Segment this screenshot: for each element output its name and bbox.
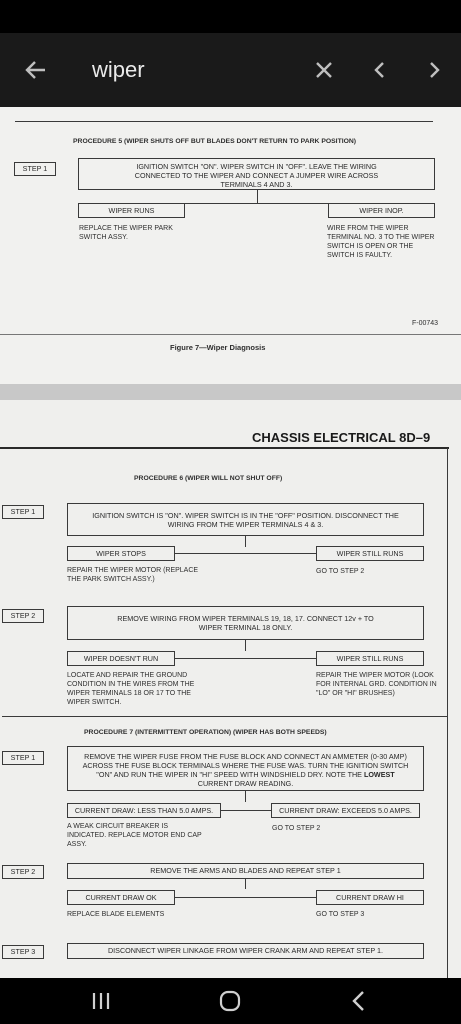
- arrow-left-icon[interactable]: [16, 50, 56, 90]
- search-input[interactable]: wiper: [92, 57, 145, 82]
- p7-s2-right-action: GO TO STEP 3: [316, 911, 365, 918]
- figure-code: F-00743: [412, 320, 439, 327]
- header-rule: [0, 447, 449, 449]
- p7-step1-box: [67, 746, 424, 791]
- status-bar: [0, 0, 461, 33]
- p7-s1-left-result: CURRENT DRAW: LESS THAN 5.0 AMPS.: [67, 803, 221, 818]
- document-page-2: [0, 400, 461, 978]
- p7-step1-text: REMOVE THE WIPER FUSE FROM THE FUSE BLOCK AND CONNECT AN AMMETER (0-30 AMP) ACROSS THE FUSE BLOCK TERMINALS WHERE THE FUSE WAS. TURN THE IGNITION SWITCH "ON" AND RUN THE WIPER IN "HI" SPEED WITH WINDSHIELD DRY. NOTE THE: [82, 752, 409, 779]
- figure-caption: Figure 7—Wiper Diagnosis: [170, 343, 266, 352]
- rule: [0, 334, 461, 335]
- page-gap: [0, 384, 461, 400]
- connector: [175, 897, 316, 898]
- p6-s2-left-action: LOCATE AND REPAIR THE GROUND CONDITION IN THE WIRES FROM THE WIPER TERMINALS 18 OR 17 TO THE WIPER SWITCH.: [67, 672, 195, 706]
- p7-s1-right-action: GO TO STEP 2: [272, 825, 321, 832]
- document-page-1: [0, 107, 461, 384]
- left-action-text: REPLACE THE WIPER PARK SWITCH ASSY.: [79, 225, 173, 241]
- recent-apps-icon[interactable]: [76, 984, 126, 1018]
- p7-step1-text-emphasis: LOWEST: [363, 770, 395, 779]
- p6-s2-right-action: REPAIR THE WIPER MOTOR (LOOK FOR INTERNAL GRD. CONDITION IN "LO" OR "HI" BRUSHES): [316, 672, 437, 697]
- page-border: [447, 448, 448, 978]
- p6-step2-box: REMOVE WIRING FROM WIPER TERMINALS 19, 18, 17. CONNECT 12v + TO WIPER TERMINAL 18 ONLY.: [67, 606, 424, 640]
- p6-step1-box: IGNITION SWITCH IS "ON". WIPER SWITCH IS IN THE "OFF" POSITION. DISCONNECT THE WIRING FROM THE WIPER TERMINALS 4 & 3.: [67, 503, 424, 536]
- procedure6-title: PROCEDURE 6 (WIPER WILL NOT SHUT OFF): [134, 475, 283, 482]
- rule: [15, 121, 433, 122]
- p6-s1-right-action: GO TO STEP 2: [316, 568, 365, 575]
- right-action-text: WIRE FROM THE WIPER TERMINAL NO. 3 TO THE WIPER SWITCH IS OPEN OR THE SWITCH IS FAULTY.: [327, 225, 435, 259]
- home-icon[interactable]: [205, 984, 255, 1018]
- step1-label: STEP 1: [14, 162, 56, 176]
- connector: [245, 879, 246, 889]
- p6-s2-right-result: WIPER STILL RUNS: [316, 651, 424, 666]
- connector: [221, 810, 271, 811]
- procedure7-title: PROCEDURE 7 (INTERMITTENT OPERATION) (WIPER HAS BOTH SPEEDS): [84, 729, 327, 736]
- chevron-left-icon[interactable]: [360, 50, 400, 90]
- connector: [175, 553, 316, 554]
- find-in-page-toolbar: [0, 33, 461, 107]
- step1-box: IGNITION SWITCH "ON". WIPER SWITCH IN "OFF". LEAVE THE WIRING CONNECTED TO THE WIPER AND CONNECT A JUMPER WIRE ACROSS TERMINALS 4 AND 3.: [78, 158, 435, 190]
- rule: [2, 716, 447, 717]
- p6-s1-left-action: REPAIR THE WIPER MOTOR (REPLACE THE PARK SWITCH ASSY.): [67, 567, 199, 583]
- p6-s1-left-result: WIPER STOPS: [67, 546, 175, 561]
- p6-step2-label: STEP 2: [2, 609, 44, 623]
- p7-s1-left-action: A WEAK CIRCUIT BREAKER IS INDICATED. REPLACE MOTOR END CAP ASSY.: [67, 823, 202, 848]
- connector: [185, 203, 328, 204]
- p7-step1-label: STEP 1: [2, 751, 44, 765]
- p7-step1-text-end: CURRENT DRAW READING.: [197, 779, 294, 788]
- p7-step3-box: DISCONNECT WIPER LINKAGE FROM WIPER CRANK ARM AND REPEAT STEP 1.: [67, 943, 424, 959]
- p6-s1-right-result: WIPER STILL RUNS: [316, 546, 424, 561]
- connector: [245, 640, 246, 651]
- close-icon[interactable]: [304, 50, 344, 90]
- navigation-bar: [0, 978, 461, 1024]
- connector: [245, 536, 246, 547]
- connector: [257, 190, 258, 204]
- connector: [245, 791, 246, 802]
- back-icon[interactable]: [334, 984, 384, 1018]
- p6-step1-label: STEP 1: [2, 505, 44, 519]
- p7-step3-label: STEP 3: [2, 945, 44, 959]
- procedure5-title: PROCEDURE 5 (WIPER SHUTS OFF BUT BLADES DON'T RETURN TO PARK POSITION): [73, 138, 357, 145]
- p6-s2-left-result: WIPER DOESN'T RUN: [67, 651, 175, 666]
- p7-s1-right-result: CURRENT DRAW: EXCEEDS 5.0 AMPS.: [271, 803, 420, 818]
- page-header: CHASSIS ELECTRICAL 8D–9: [252, 430, 431, 445]
- right-result-box: WIPER INOP.: [328, 203, 435, 218]
- p7-step2-label: STEP 2: [2, 865, 44, 879]
- p7-s2-left-result: CURRENT DRAW OK: [67, 890, 175, 905]
- chevron-right-icon[interactable]: [414, 50, 454, 90]
- p7-s2-left-action: REPLACE BLADE ELEMENTS: [67, 911, 165, 918]
- p7-s2-right-result: CURRENT DRAW HI: [316, 890, 424, 905]
- p7-step2-box: REMOVE THE ARMS AND BLADES AND REPEAT STEP 1: [67, 863, 424, 879]
- left-result-box: WIPER RUNS: [78, 203, 185, 218]
- connector: [175, 658, 316, 659]
